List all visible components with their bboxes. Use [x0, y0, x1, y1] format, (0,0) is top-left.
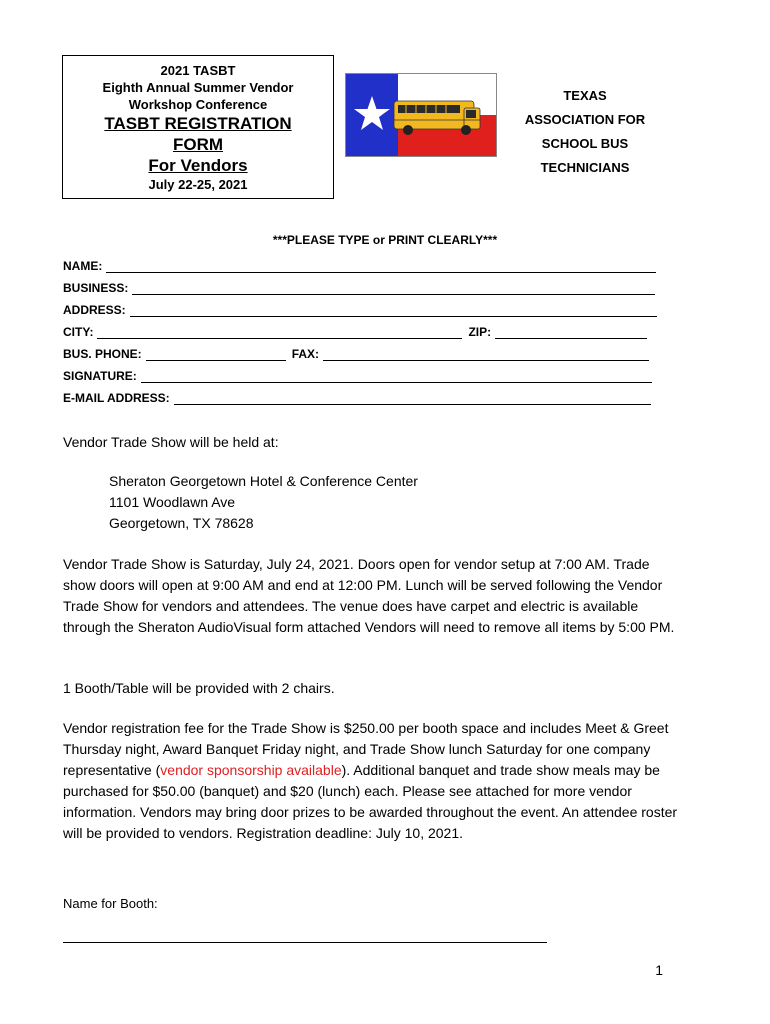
fee-paragraph: Vendor registration fee for the Trade Show is $250.00 per booth space and includes Meet & Greet Thursday night, Award Banquet Friday night, and Trade Show lunch Saturday for one company representative (vendor sponsorship available). Additional banquet and trade show meals may be purchased for $50.00 (banquet) and $20 (lunch) each. Please see attached for more vendor information. Vendors may bring door prizes to be awarded throughout the event. An attendee roster will be provided to vendors. Registration deadline: July 10, 2021.	[63, 720, 678, 841]
organization-name: TEXAS ASSOCIATION FOR SCHOOL BUS TECHNICIANS	[524, 88, 646, 175]
venue-name: Sheraton Georgetown Hotel & Conference Center	[109, 473, 418, 489]
signature-field[interactable]	[63, 367, 652, 383]
city-label: CITY:	[63, 325, 94, 339]
form-title-3: For Vendors	[148, 156, 248, 175]
business-label: BUSINESS:	[63, 281, 129, 295]
instruction-text: ***PLEASE TYPE or PRINT CLEARLY***	[272, 233, 498, 247]
name-label: NAME:	[63, 259, 103, 273]
email-input-line[interactable]	[174, 392, 651, 405]
city-input-line[interactable]	[97, 326, 462, 339]
sponsorship-link[interactable]: vendor sponsorship available	[160, 762, 342, 778]
schedule-paragraph: Vendor Trade Show is Saturday, July 24, 2021. Doors open for vendor setup at 7:00 AM. Trade show doors will open at 9:00 AM and end at 12:00 PM. Lunch will be served following the Vendor Trade Show for vendors and attendees. The venue does have carpet and electric is available through the Sheraton AudioVisual form attached Vendors will need to remove all items by 5:00 PM.	[63, 556, 675, 635]
address-input-line[interactable]	[130, 304, 657, 317]
city-field[interactable]	[63, 323, 647, 339]
venue-city: Georgetown, TX 78628	[109, 515, 254, 531]
name-input-line[interactable]	[106, 260, 656, 273]
form-title-1: TASBT REGISTRATION	[104, 114, 292, 133]
year-title: 2021 TASBT	[160, 63, 236, 78]
event-line-2: Workshop Conference	[128, 97, 268, 112]
signature-label: SIGNATURE:	[63, 369, 137, 383]
business-field[interactable]	[63, 279, 655, 295]
fax-label: FAX:	[291, 347, 320, 361]
booth-name-label: Name for Booth:	[63, 896, 158, 911]
email-field[interactable]	[63, 389, 651, 405]
phone-fax-field[interactable]	[63, 345, 649, 361]
texas-flag-school-bus-logo	[345, 73, 497, 157]
business-input-line[interactable]	[132, 282, 655, 295]
address-label: ADDRESS:	[63, 303, 126, 317]
title-box	[62, 55, 334, 199]
signature-input-line[interactable]	[141, 370, 652, 383]
form-title-2: FORM	[172, 135, 224, 154]
event-line-1: Eighth Annual Summer Vendor	[102, 80, 294, 95]
zip-label: ZIP:	[468, 325, 492, 339]
event-dates: July 22-25, 2021	[148, 177, 248, 192]
fax-input-line[interactable]	[323, 348, 649, 361]
name-field[interactable]	[63, 257, 656, 273]
email-label: E-MAIL ADDRESS:	[63, 391, 170, 405]
venue-street: 1101 Woodlawn Ave	[109, 494, 236, 510]
zip-input-line[interactable]	[495, 326, 647, 339]
venue-intro: Vendor Trade Show will be held at:	[63, 434, 279, 450]
phone-label: BUS. PHONE:	[63, 347, 142, 361]
phone-input-line[interactable]	[146, 348, 286, 361]
page-number: 1	[655, 962, 663, 978]
booth-paragraph: 1 Booth/Table will be provided with 2 chairs.	[63, 680, 335, 696]
address-field[interactable]	[63, 301, 657, 317]
booth-name-input-line[interactable]	[63, 942, 547, 943]
